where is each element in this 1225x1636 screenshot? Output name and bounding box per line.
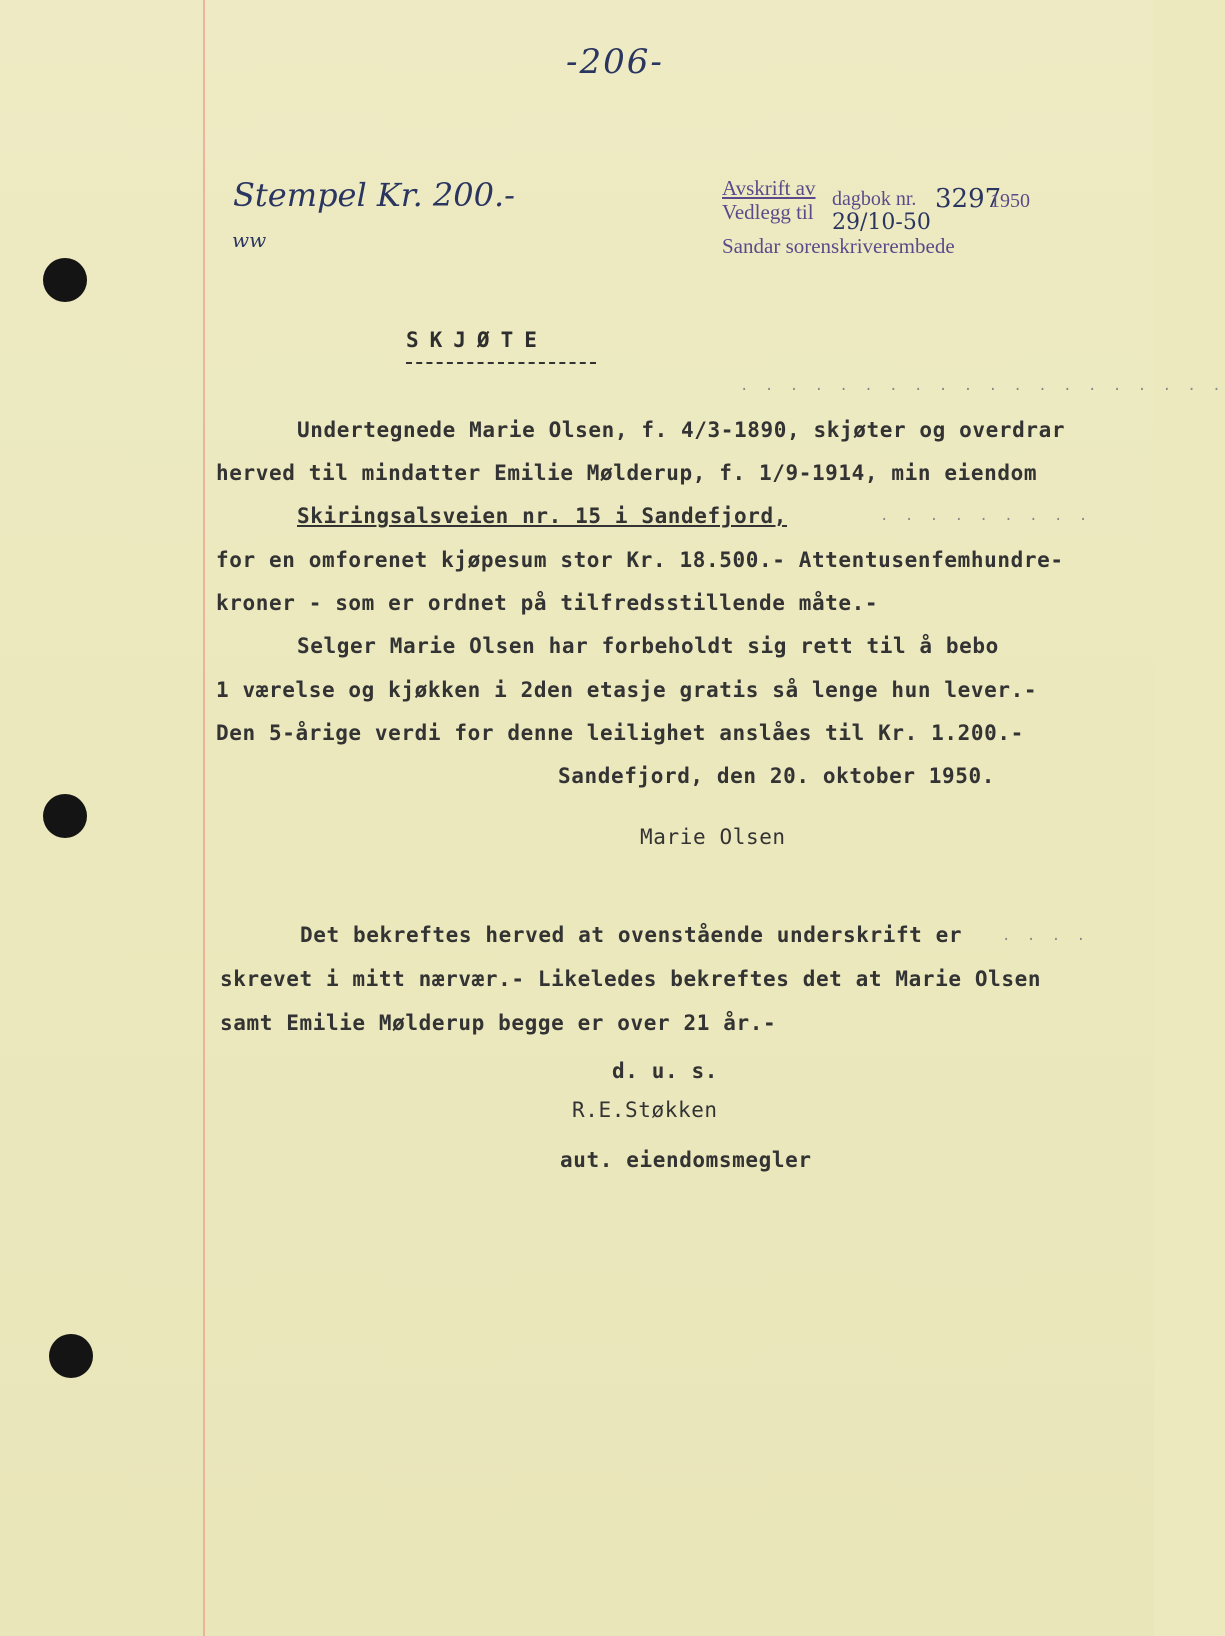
dus-mark: d. u. s.	[612, 1059, 718, 1083]
paragraph1-line4: for en omforenet kjøpesum stor Kr. 18.500.- Attentusenfemhundre-	[216, 548, 1064, 572]
dotted-fill-line-3: . . . .	[1002, 928, 1090, 944]
stamp-dagbok-label: dagbok nr.	[832, 188, 917, 210]
paragraph2-line2: 1 værelse og kjøkken i 2den etasje gratis så lenge hun lever.-	[216, 678, 1038, 702]
document-title: SKJØTE	[406, 328, 548, 352]
paragraph2-line3: Den 5-årige verdi for denne leilighet anslåes til Kr. 1.200.-	[216, 721, 1024, 745]
stamp-dagbok-number: 3297	[935, 184, 1002, 214]
stamp-year: 1950	[990, 190, 1030, 212]
paragraph1-line5: kroner - som er ordnet på tilfredsstillende måte.-	[216, 591, 879, 615]
stamp-vedlegg-label: Vedlegg til	[722, 200, 814, 224]
place-date: Sandefjord, den 20. oktober 1950.	[558, 764, 996, 788]
stamp-office: Sandar sorenskriverembede	[722, 234, 955, 258]
signature-marie-olsen: Marie Olsen	[640, 825, 786, 849]
margin-line	[203, 0, 205, 1636]
paragraph1-line2: herved til mindatter Emilie Mølderup, f. 1/9-1914, min eiendom	[216, 461, 1038, 485]
page-number: -206-	[566, 42, 664, 82]
stamp-date: 29/10-50	[832, 210, 931, 235]
paragraph3-line1: Det bekreftes herved at ovenstående underskrift er	[300, 923, 963, 947]
title-underline	[406, 362, 596, 364]
paragraph2-line1: Selger Marie Olsen har forbeholdt sig rett til å bebo	[297, 634, 999, 658]
initials-note: ww	[232, 228, 267, 252]
stamp-avskrift-label: Avskrift av	[722, 176, 816, 200]
paragraph3-line2: skrevet i mitt nærvær.- Likeledes bekreftes det at Marie Olsen	[220, 967, 1042, 991]
signature-stokken: R.E.Støkken	[572, 1098, 718, 1122]
punch-hole-middle	[43, 794, 87, 838]
signature-stokken-title: aut. eiendomsmegler	[560, 1148, 812, 1172]
property-address: Skiringsalsveien nr. 15 i Sandefjord,	[297, 504, 787, 528]
paragraph3-line3: samt Emilie Mølderup begge er over 21 år.-	[220, 1011, 777, 1035]
paragraph1-line1: Undertegnede Marie Olsen, f. 4/3-1890, skjøter og overdrar	[297, 418, 1066, 442]
dotted-fill-line-2: . . . . . . . . .	[880, 508, 1092, 524]
stamp-fee-note: Stempel Kr. 200.-	[233, 176, 515, 214]
punch-hole-bottom	[49, 1334, 93, 1378]
punch-hole-top	[43, 258, 87, 302]
dotted-fill-line: . . . . . . . . . . . . . . . . . . . .	[740, 378, 1225, 394]
